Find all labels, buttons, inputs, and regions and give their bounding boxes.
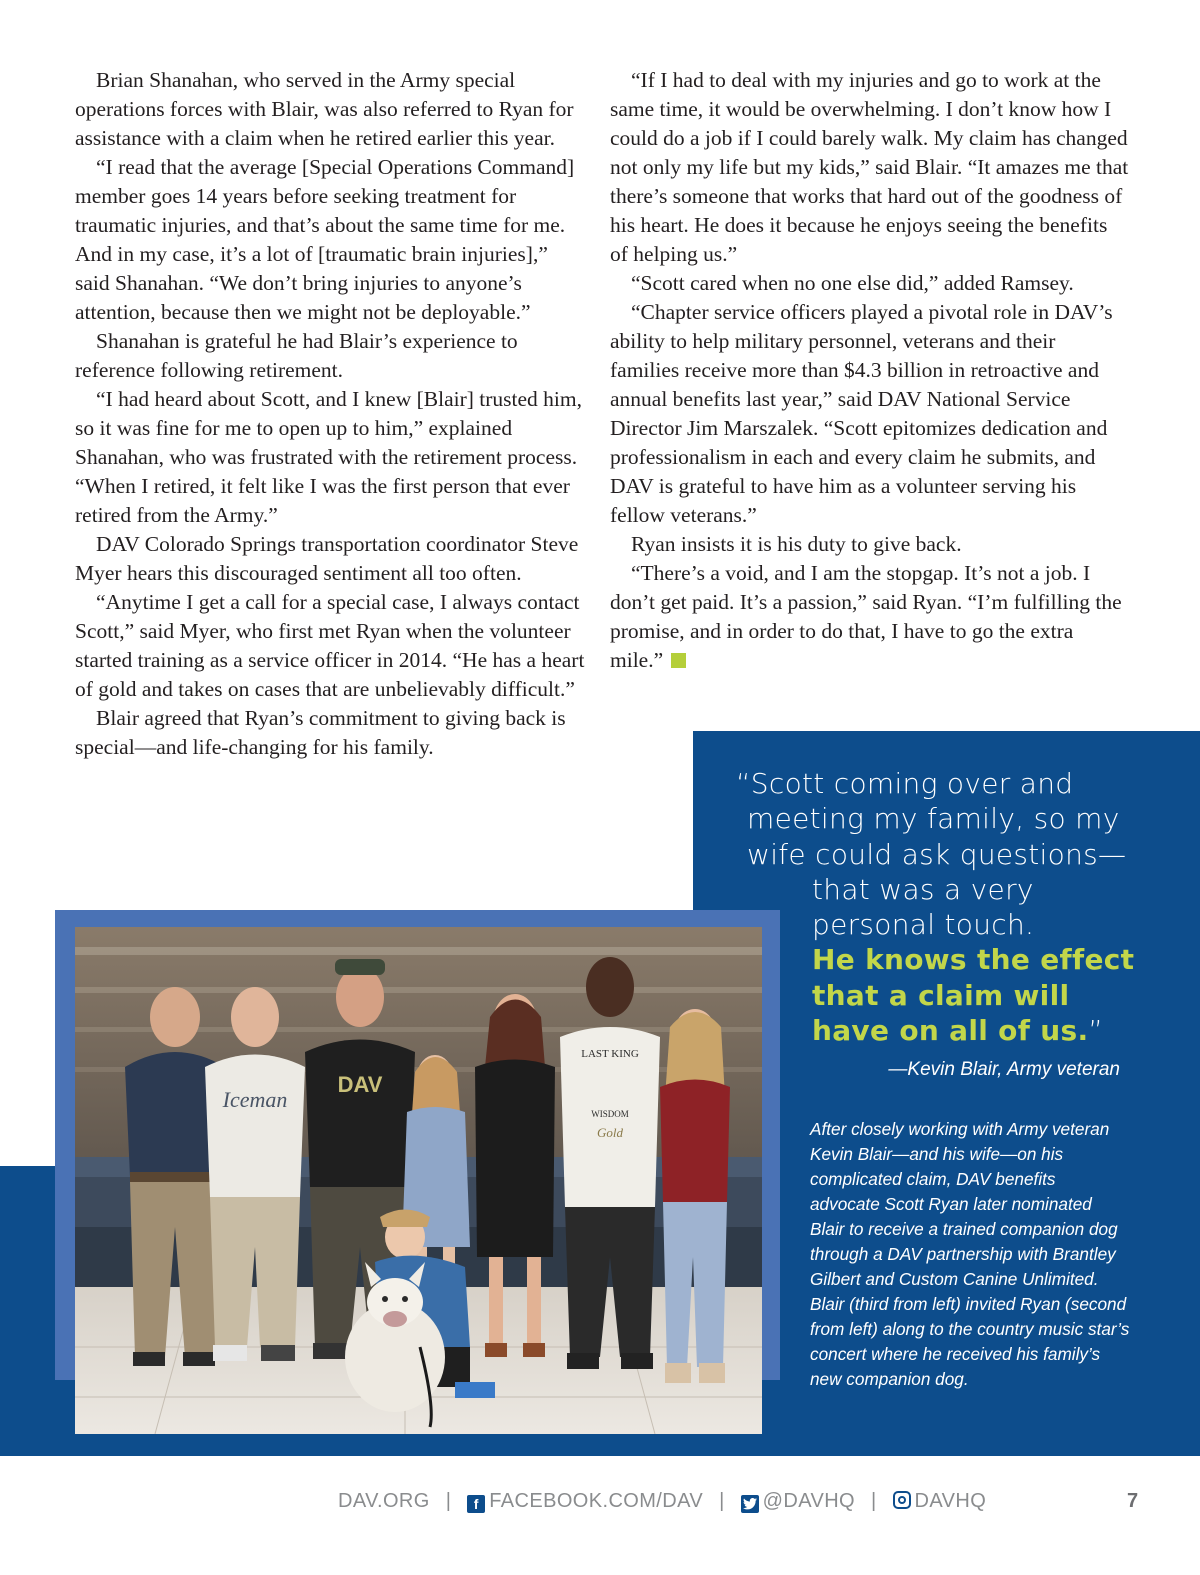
paragraph: DAV Colorado Springs transportation coordinator Steve Myer hears this discouraged sentiment all too often. [75,532,579,585]
photo-caption: After closely working with Army veteran Kevin Blair—and his wife—on his complicated claim, DAV benefits advocate Scott Ryan later nominated Blair to receive a trained companion dog through a DAV partnership with Brantley Gilbert and Custom Canine Unlimited. Blair (third from left) invited Ryan (second from left) along to the country music star’s concert where he received his family’s new companion dog. [810,1119,1130,1389]
quote-line: meeting my family, so my [747,802,1120,836]
gold-shirt-text: Gold [597,1125,623,1140]
paragraph: “Chapter service officers played a pivotal role in DAV’s ability to help military personnel, veterans and their families receive more than $4.3 billion in retroactive and annual benefits last year,” said DAV National Service Director Jim Marszalek. “Scott epitomizes dedication and professionalism in each and every claim he submits, and DAV is grateful to have him as a volunteer serving his fellow veterans.” [610,300,1113,527]
paragraph: “Scott cared when no one else did,” added Ramsey. [631,271,1074,295]
footer-separator: | [870,1490,877,1512]
group-photo-illustration [75,927,762,1434]
dav-shirt-text: DAV [337,1072,383,1097]
lastking-shirt-text: LAST KING [581,1048,639,1060]
paragraph: “I had heard about Scott, and I knew [Blair] trusted him, so it was fine for me to open up to him,” explained Shanahan, who was frustrated with the retirement process. “When I retired, it felt like I was the first person that ever retired from the Army.” [75,387,582,527]
quote-line: “Scott coming over and [736,767,1074,800]
paragraph: “If I had to deal with my injuries and go to work at the same time, it would be overwhelming. I don’t know how I could do a job if I could barely walk. My claim has changed not only my life but my kids,” said Blair. “It amazes me that there’s someone that works that hard out of the goodness of his heart. He does it because he enjoys seeing the benefits of helping us.” [610,68,1129,266]
article-column-right [610,66,1130,675]
page-footer [0,1490,1200,1520]
quote-attribution: —Kevin Blair, Army veteran [888,1059,1120,1080]
wisdom-shirt-text: WISDOM [591,1109,629,1119]
article-column-left [75,66,587,762]
quote-highlight-line: He knows the effect [812,943,1135,977]
facebook-link[interactable]: FACEBOOK.COM/DAV [489,1490,704,1512]
quote-line: personal touch. [812,908,1035,942]
footer-links [338,1490,986,1513]
instagram-icon [893,1491,911,1509]
end-of-article-mark [671,653,686,668]
quote-line: that was a very [812,872,1034,906]
quote-highlight-line: that a claim will [812,978,1070,1012]
quote-line: wife could ask questions— [747,837,1127,871]
group-photo [75,927,762,1434]
paragraph: Brian Shanahan, who served in the Army special operations forces with Blair, was also referred to Ryan for assistance with a claim when he retired earlier this year. [75,68,574,150]
twitter-icon [741,1495,759,1513]
website-link[interactable]: DAV.ORG [338,1490,430,1512]
page-number: 7 [1127,1490,1139,1512]
footer-separator: | [719,1490,725,1512]
paragraph: “Anytime I get a call for a special case, I always contact Scott,” said Myer, who first met Ryan when the volunteer started training as a service officer in 2014. “He has a heart of gold and takes on cases that are unbelievably difficult.” [75,590,585,701]
paragraph: Ryan insists it is his duty to give back. [631,532,962,556]
facebook-icon: f [467,1495,485,1513]
paragraph: “I read that the average [Special Operations Command] member goes 14 years before seeking treatment for traumatic injuries, and that’s about the same time for me. And in my case, it’s a lot of [traumatic brain injuries],” said Shanahan. “We don’t bring injuries to anyone’s attention, because then we might not be deployable.” [75,155,575,324]
quote-closing-mark: ” [1088,1014,1104,1048]
paragraph-text: “There’s a void, and I am the stopgap. It’s not a job. I don’t get paid. It’s a passion,” said Ryan. “I’m fulfilling the promise, and in order to do that, I have to go the extra mile.” [610,561,1122,672]
iceman-shirt-text: Iceman [222,1087,288,1112]
paragraph: Blair agreed that Ryan’s commitment to giving back is special—and life-changing for his family. [75,706,566,759]
paragraph: Shanahan is grateful he had Blair’s experience to reference following retirement. [75,329,518,382]
footer-separator: | [445,1490,452,1512]
quote-highlight-line: have on all of us. [812,1014,1089,1048]
pull-quote [736,766,1156,1048]
instagram-link[interactable]: DAVHQ [914,1490,987,1512]
twitter-link[interactable]: @DAVHQ [762,1490,855,1512]
paragraph [610,559,1130,675]
